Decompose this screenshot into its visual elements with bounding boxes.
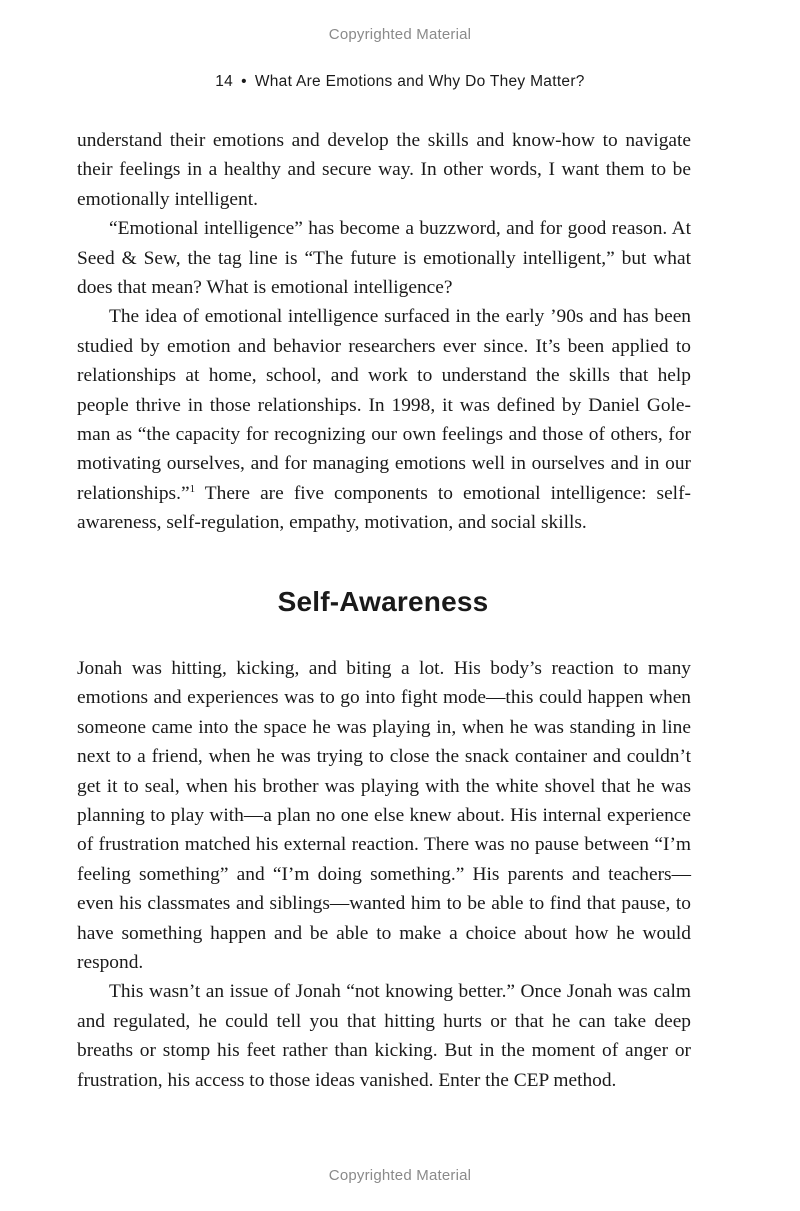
paragraph-cep: This wasn’t an issue of Jonah “not knowing better.” Once Jonah was calm and regulated, he could tell you that hitting hurts or that he can take deep breaths or stomp his feet rather than kicking. But in the moment of anger or frustration, his access to those ideas vanished. Enter the CEP method. bbox=[77, 981, 691, 1091]
definition-text-continued: There are five components to emotional intelligence: self-awareness, self-regulation, empathy, motivation, and social skills. bbox=[77, 482, 691, 534]
running-head bbox=[0, 73, 800, 91]
chapter-title: What Are Emotions and Why Do They Matter? bbox=[254, 73, 585, 90]
paragraph-buzzword: “Emotional intelligence” has become a buzzword, and for good reason. At Seed & Sew, the tag line is “The future is emotionally intelligent,” but what does that mean? What is emotional intelligence? bbox=[77, 218, 691, 299]
paragraph-continued: understand their emotions and develop the skills and know-how to navigate their feelings in a healthy and secure way. In other words, I want them to be emotionally intelligent. bbox=[77, 130, 691, 210]
section-heading: Self-Awareness bbox=[277, 586, 489, 617]
running-head-separator: • bbox=[241, 73, 247, 90]
self-awareness-text-block bbox=[77, 654, 691, 1095]
paragraph-definition bbox=[77, 302, 691, 537]
copyright-watermark-top: Copyrighted Material bbox=[328, 26, 472, 43]
page-number: 14 bbox=[215, 73, 234, 90]
paragraph-jonah: Jonah was hitting, kicking, and biting a lot. His body’s reaction to many emotions and experiences was to go into fight mode—this could happen when someone came into the space he was playing in, when he was standing in line next to a friend, when he was trying to close the snack container and couldn’t get it to seal, when his brother was playing with the white shovel that he was planning to play with—a plan no one else knew about. His internal experience of frustration matched his external reaction. There was no pause between “I’m feeling something” and “I’m doing something.” His parents and teachers—even his classmates and siblings—wanted him to be able to find that pause, to have something happen and be able to make a choice about how he would respond. bbox=[77, 658, 691, 974]
definition-text: The idea of emotional intelligence surfaced in the early ’90s and has been studied by emotion and behavior researchers ever since. It’s been applied to relationships at home, school, and work to understand the skills that help people thrive in those relationships. In 1998, it was defined by Daniel Goleman as “the capacity for recognizing our own feelings and those of others, for motivating ourselves, and for managing emotions well in ourselves and in our relationships.” bbox=[77, 306, 691, 504]
footnote-marker: 1 bbox=[189, 482, 196, 495]
intro-text-block bbox=[77, 126, 691, 538]
copyright-watermark-bottom: Copyrighted Material bbox=[328, 1167, 472, 1184]
